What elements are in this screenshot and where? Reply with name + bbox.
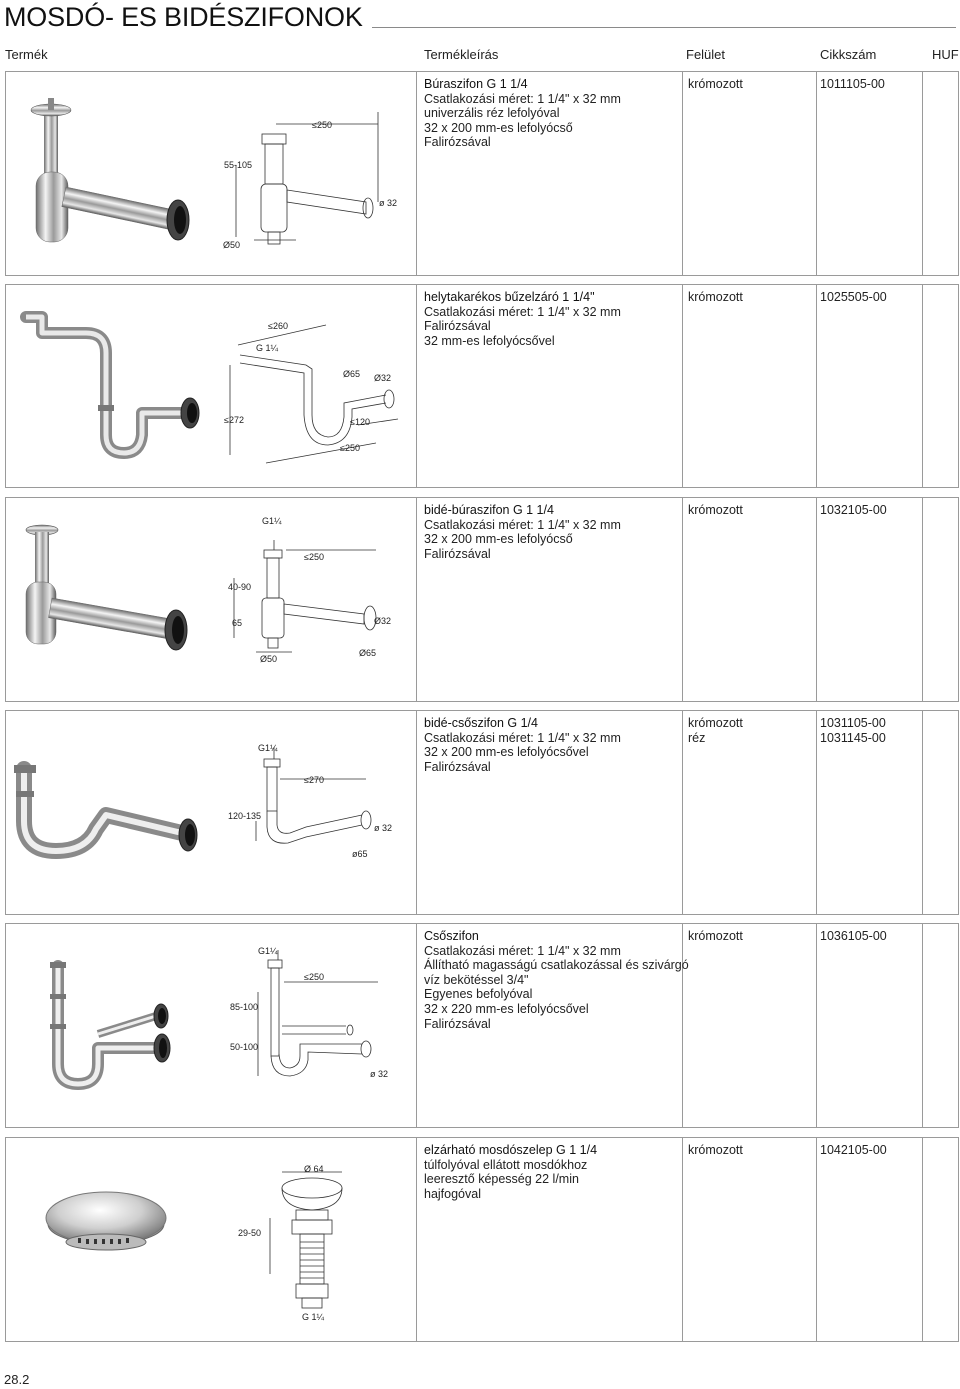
dim-label: ø 32 [379,198,398,208]
product-surface-cell [683,285,817,487]
dim-label: 40-90 [228,582,252,592]
description-line: Falirózsával [424,319,491,334]
product-code: 1031145-00 [820,730,886,745]
description-line: Falirózsával [424,135,491,150]
product-price-cell [923,711,958,914]
product-price-cell [923,924,958,1127]
product-image-cell [6,72,417,275]
description-line: Csatlakozási méret: 1 1/4" x 32 mm [424,91,621,106]
product-row-5 [5,923,959,1128]
product-code: 1031105-00 [820,716,886,730]
basin-waste-valve-illustration [6,1138,417,1343]
product-code-cell [817,285,923,487]
dim-label: ø 32 [374,823,393,833]
dim-label: ≤250 [340,443,360,453]
column-header-price: HUF [932,47,959,62]
dim-label: ø 32 [370,1069,389,1079]
dim-label: Ø32 [374,373,392,383]
product-code-cell [817,924,923,1127]
dim-label: G 1¼ [302,1312,325,1322]
product-price-cell [923,1138,958,1341]
dim-label: G 1¼ [256,343,279,353]
dim-label: ≤260 [268,321,288,331]
description-line: leeresztő képesség 22 l/min [424,1172,579,1187]
description-line: Falirózsával [424,759,491,774]
description-line: Csatlakozási méret: 1 1/4" x 32 mm [424,730,621,745]
product-row-4 [5,710,959,915]
description-line: Egyenes befolyóval [424,987,533,1002]
product-code-cell [817,498,923,701]
product-description-cell [417,498,683,701]
dim-label: Ø65 [343,369,361,379]
product-code-cell [817,1138,923,1341]
product-image-cell [6,711,417,914]
surface-value: krómozott [688,503,743,517]
surface-value: krómozott [688,290,743,304]
product-code: 1011105-00 [820,77,885,91]
product-row-3 [5,497,959,702]
bidet-bell-siphon-illustration [6,498,417,703]
dim-label: Ø65 [359,648,377,658]
product-surface-cell [683,711,817,914]
description-line: 32 x 200 mm-es lefolyócsővel [424,745,589,760]
surface-value: krómozott [688,716,743,730]
dim-label: 29-50 [238,1228,262,1238]
product-image-cell [6,924,417,1127]
product-name: helytakarékos bűzelzáró 1 1/4" [424,290,595,304]
dim-label: ø65 [352,849,368,859]
product-price-cell [923,285,958,487]
column-header-surface: Felület [686,47,726,62]
description-line: Falirózsával [424,1016,491,1031]
product-image-cell [6,285,417,487]
column-header-description: Termékleírás [424,47,499,62]
product-image-cell [6,1138,417,1341]
product-name: bidé-búraszifon G 1 1/4 [424,503,554,517]
page-number: 28.2 [4,1372,30,1387]
product-description-cell [417,711,683,914]
tube-siphon-illustration [6,924,417,1129]
product-code: 1036105-00 [820,929,887,943]
product-description-cell [417,924,689,1127]
description-line: Csatlakozási méret: 1 1/4" x 32 mm [424,943,621,958]
surface-value: réz [688,730,706,745]
product-price-cell [923,498,958,701]
space-saving-trap-illustration [6,285,417,489]
description-line: 32 x 220 mm-es lefolyócsővel [424,1001,589,1016]
description-line: túlfolyóval ellátott mosdókhoz [424,1157,588,1172]
product-code: 1025505-00 [820,290,887,304]
description-line: Csatlakozási méret: 1 1/4" x 32 mm [424,517,621,532]
description-line: 32 mm-es lefolyócsővel [424,333,555,348]
dim-label: 120-135 [228,811,262,821]
title-rule [372,27,956,28]
product-description-cell [417,72,683,275]
description-line: hajfogóval [424,1186,481,1201]
description-line: víz bekötéssel 3/4" [424,972,529,987]
dim-label: Ø 64 [304,1164,324,1174]
product-name: Csőszifon [424,929,479,943]
product-row-2 [5,284,959,488]
column-header-product: Termék [5,47,48,62]
dim-label: ≤270 [304,775,324,785]
dim-label: ≤272 [224,415,244,425]
product-name: bidé-csőszifon G 1/4 [424,716,538,730]
dim-label: 85-100 [230,1002,259,1012]
description-line: Állítható magasságú csatlakozással és szivárgó [424,958,689,973]
product-price-cell [923,72,958,275]
dim-label: ≤250 [304,552,324,562]
product-code: 1042105-00 [820,1143,887,1157]
product-surface-cell [683,498,817,701]
product-surface-cell [683,1138,817,1341]
dim-label: 50-100 [230,1042,259,1052]
product-row-1 [5,71,959,276]
product-image-cell [6,498,417,701]
dim-label: Ø50 [223,240,241,250]
product-code: 1032105-00 [820,503,887,517]
dim-label: Ø32 [374,616,392,626]
dim-label: G1¼ [258,743,278,753]
description-line: 32 x 200 mm-es lefolyócső [424,532,573,547]
product-name: elzárható mosdószelep G 1 1/4 [424,1143,598,1157]
dim-label: G1¼ [262,516,282,526]
dim-label: ≤250 [304,972,324,982]
column-header-code: Cikkszám [820,47,877,62]
description-line: 32 x 200 mm-es lefolyócső [424,120,573,135]
dim-label: Ø50 [260,654,278,664]
dim-label: 55-105 [224,160,253,170]
product-name: Búraszifon G 1 1/4 [424,77,528,91]
product-code-cell [817,72,923,275]
dim-label: G1¼ [258,946,278,956]
dim-label: ≤120 [350,417,370,427]
page-title: MOSDÓ- ES BIDÉSZIFONOK [4,2,363,32]
dim-label: 65 [232,618,243,628]
product-description-cell [417,285,683,487]
product-description-cell [417,1138,683,1341]
description-line: univerzális réz lefolyóval [424,106,560,121]
product-surface-cell [683,924,817,1127]
product-surface-cell [683,72,817,275]
bell-siphon-illustration [6,72,417,277]
product-row-6 [5,1137,959,1342]
surface-value: krómozott [688,1143,743,1157]
product-code-cell [817,711,923,914]
description-line: Csatlakozási méret: 1 1/4" x 32 mm [424,304,621,319]
surface-value: krómozott [688,929,743,943]
surface-value: krómozott [688,77,743,91]
dim-label: ≤250 [312,120,332,130]
bidet-tube-siphon-illustration [6,711,417,916]
description-line: Falirózsával [424,546,491,561]
